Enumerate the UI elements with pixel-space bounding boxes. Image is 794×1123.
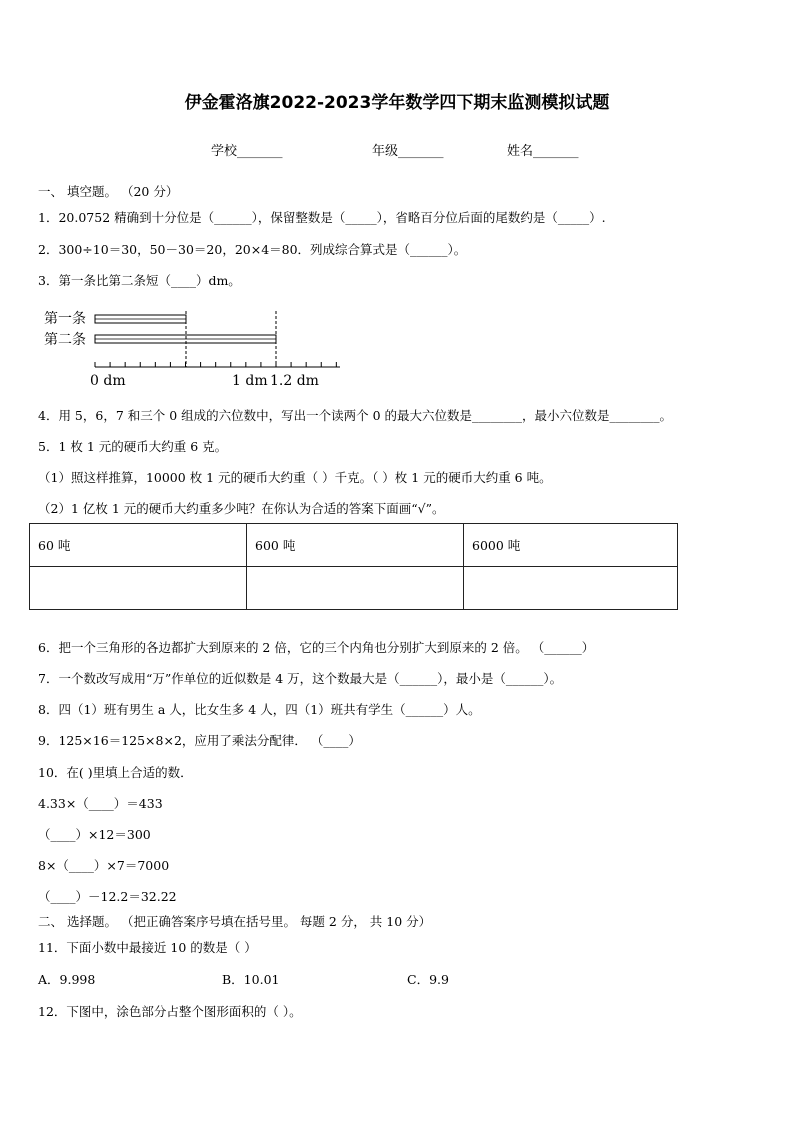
answer-cell-60[interactable] xyxy=(30,567,247,610)
question-9: 9．125×16＝125×8×2，应用了乘法分配律． （____） xyxy=(38,733,361,748)
answer-table xyxy=(29,523,678,610)
answer-cell-6000[interactable] xyxy=(464,567,678,610)
question-12: 12．下图中，涂色部分占整个图形面积的（ ）。 xyxy=(38,1004,302,1019)
school-field: 学校_______ xyxy=(211,144,283,159)
question-10b: （____）×12＝300 xyxy=(38,827,151,842)
question-4: 4．用 5，6，7 和三个 0 组成的六位数中，写出一个读两个 0 的最大六位数是________，最小六位数是________。 xyxy=(38,408,673,423)
length-comparison-figure xyxy=(40,305,350,390)
question-5-part-2: （2）1 亿枚 1 元的硬币大约重多少吨？在你认为合适的答案下面画“√”。 xyxy=(38,501,445,516)
page-title: 伊金霍洛旗2022-2023学年数学四下期末监测模拟试题 xyxy=(184,93,610,113)
tick-label-12: 1.2 dm xyxy=(270,373,319,389)
figure-label-first: 第一条 xyxy=(44,311,86,327)
tick-label-0: 0 dm xyxy=(90,373,126,389)
question-3: 3．第一条比第二条短（____）dm。 xyxy=(38,273,241,288)
question-7: 7．一个数改写成用“万”作单位的近似数是 4 万，这个数最大是（______），最小是（______）。 xyxy=(38,671,563,686)
ruler-ticks xyxy=(95,362,336,367)
tick-label-1: 1 dm xyxy=(232,373,268,389)
option-600: 600 吨 xyxy=(247,524,464,567)
option-60: 60 吨 xyxy=(30,524,247,567)
option-b: B．10.01 xyxy=(222,972,280,987)
question-5-part-1: （1）照这样推算，10000 枚 1 元的硬币大约重（ ）千克。（ ）枚 1 元的硬币大约重 6 吨。 xyxy=(38,470,552,485)
question-1: 1．20.0752 精确到十分位是（______），保留整数是（_____），省略百分位后面的尾数约是（_____）. xyxy=(38,210,606,225)
name-field: 姓名_______ xyxy=(507,144,579,159)
section-heading-fill: 一、 填空题。 （20 分） xyxy=(38,184,179,199)
question-6: 6．把一个三角形的各边都扩大到原来的 2 倍，它的三个内角也分别扩大到原来的 2 倍。 （______） xyxy=(38,640,595,655)
option-6000: 6000 吨 xyxy=(464,524,678,567)
grade-field: 年级_______ xyxy=(372,144,444,159)
section-heading-choice: 二、 选择题。 （把正确答案序号填在括号里。 每题 2 分， 共 10 分） xyxy=(38,914,432,929)
question-10: 10．在( )里填上合适的数． xyxy=(38,765,193,780)
figure-label-second: 第二条 xyxy=(44,332,86,348)
option-c: C．9.9 xyxy=(407,972,449,987)
answer-cell-600[interactable] xyxy=(247,567,464,610)
question-8: 8．四（1）班有男生 a 人，比女生多 4 人，四（1）班共有学生（______）人。 xyxy=(38,702,481,717)
question-11: 11．下面小数中最接近 10 的数是（ ） xyxy=(38,940,257,955)
question-10c: 8×（____）×7＝7000 xyxy=(38,858,170,873)
question-10d: （____）－12.2＝32.22 xyxy=(38,889,177,904)
question-5: 5．1 枚 1 元的硬币大约重 6 克。 xyxy=(38,439,228,454)
option-a: A．9.998 xyxy=(38,972,96,987)
question-10a: 4.33×（____）＝433 xyxy=(38,796,163,811)
question-2: 2．300÷10＝30，50－30＝20，20×4＝80．列成综合算式是（______）。 xyxy=(38,242,467,257)
